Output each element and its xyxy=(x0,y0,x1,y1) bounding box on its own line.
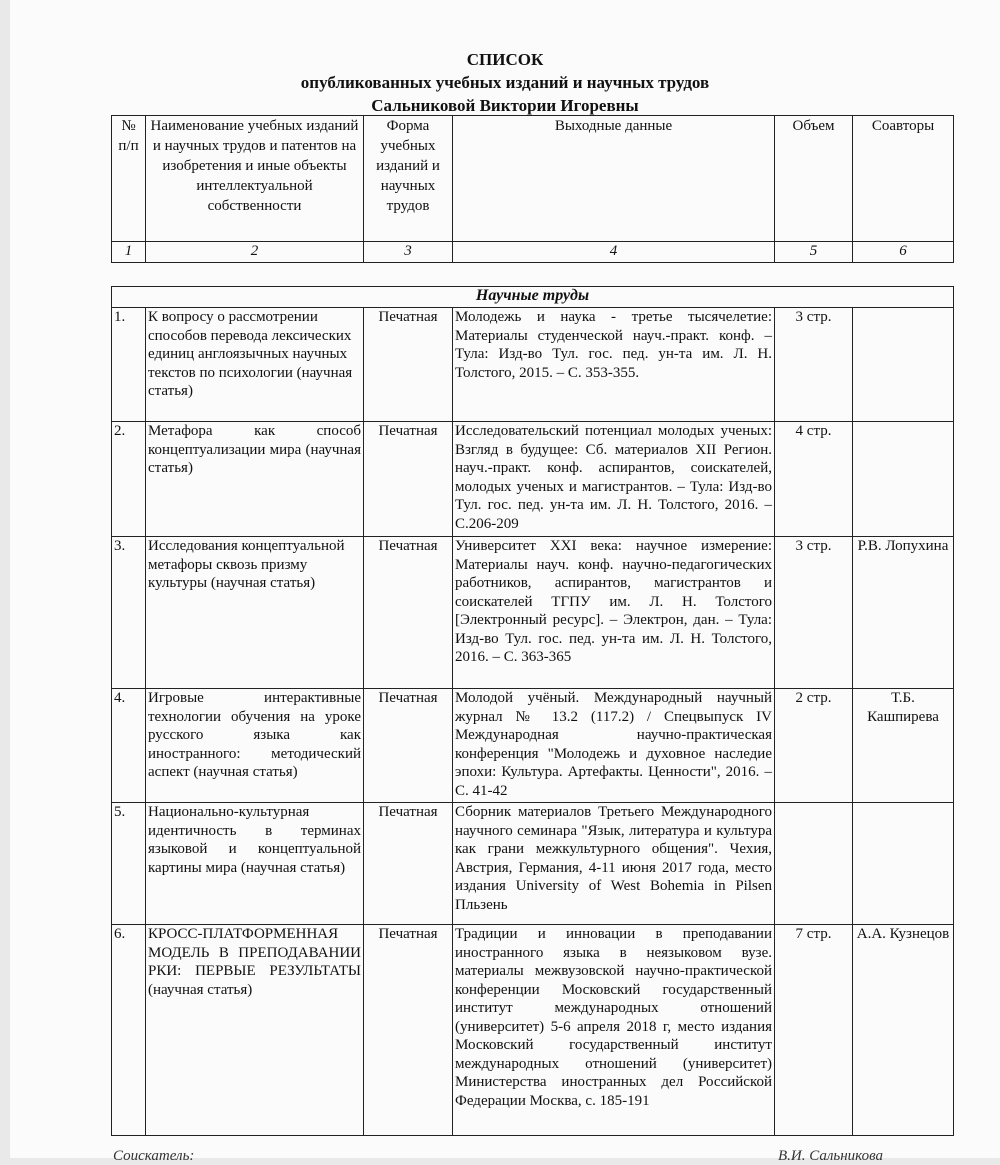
row-volume: 3 стр. xyxy=(775,537,853,689)
row-output: Молодежь и наука - третье тысячелетие: Материалы студенческой науч.-практ. конф. – Тула: Изд-во Тул. гос. пед. ун-та им. Л. Н. Толстого, 2015. – С. 353-355. xyxy=(453,308,775,422)
row-volume: 7 стр. xyxy=(775,925,853,1136)
section-row xyxy=(112,287,954,308)
column-number: 6 xyxy=(853,242,954,263)
row-form: Печатная xyxy=(364,308,453,422)
row-number: 4. xyxy=(112,689,146,803)
section-heading: Научные труды xyxy=(112,287,954,308)
doc-title: СПИСОК xyxy=(466,50,544,69)
row-title: Национально-культурная идентичность в терминах языковой и концептуальной картины мира (научная статья) xyxy=(146,803,364,925)
table-row xyxy=(112,422,954,537)
doc-subtitle: опубликованных учебных изданий и научных трудов xyxy=(300,73,710,92)
header-volume: Объем xyxy=(775,116,853,242)
row-volume: 4 стр. xyxy=(775,422,853,537)
column-number: 1 xyxy=(112,242,146,263)
row-coauthors xyxy=(853,803,954,925)
table-row xyxy=(112,689,954,803)
column-number: 5 xyxy=(775,242,853,263)
row-output: Исследовательский потенциал молодых ученых: Взгляд в будущее: Сб. материалов XII Регион. науч.-практ. конф. аспирантов, соискателей, молодых ученых и магистрантов. – Тула: Изд-во Тул. гос. пед. ун-та им. Л. Н. Толстого, 2016. – С.206-209 xyxy=(453,422,775,537)
row-title: Исследования концептуальной метафоры сквозь призму культуры (научная статья) xyxy=(146,537,364,689)
column-number: 4 xyxy=(453,242,775,263)
row-form: Печатная xyxy=(364,803,453,925)
header-title: Наименование учебных изданий и научных трудов и патентов на изобретения и иные объекты интеллектуальной собственности xyxy=(146,116,364,242)
doc-author: Сальниковой Виктории Игоревны xyxy=(371,96,639,115)
column-number: 3 xyxy=(364,242,453,263)
row-form: Печатная xyxy=(364,925,453,1136)
row-coauthors: А.А. Кузнецов xyxy=(853,925,954,1136)
row-title: Метафора как способ концептуализации мира (научная статья) xyxy=(146,422,364,537)
footer-signature-name: В.И. Сальникова xyxy=(778,1148,884,1164)
row-coauthors xyxy=(853,422,954,537)
row-number: 3. xyxy=(112,537,146,689)
row-output: Традиции и инновации в преподавании иностранного языка в неязыковом вузе. материалы межвузовской научно-практической конференции Московский государственный институт международных отношений (университет) 5-6 апреля 2018 г, место издания Московский государственный институт международных отношений (университет) Министерства иностранных дел Российской Федерации Москва, с. 185-191 xyxy=(453,925,775,1136)
document-page xyxy=(10,0,1000,1164)
header-form: Форма учебных изданий и научных трудов xyxy=(364,116,453,242)
row-title: К вопросу о рассмотрении способов перевода лексических единиц англоязычных научных текстов по психологии (научная статья) xyxy=(146,308,364,422)
header-number: № п/п xyxy=(112,116,146,242)
header-table xyxy=(111,115,954,263)
row-form: Печатная xyxy=(364,537,453,689)
row-coauthors: Р.В. Лопухина xyxy=(853,537,954,689)
row-title: КРОСС-ПЛАТФОРМЕННАЯ МОДЕЛЬ В ПРЕПОДАВАНИИ РКИ: ПЕРВЫЕ РЕЗУЛЬТАТЫ (научная статья) xyxy=(146,925,364,1136)
column-number-row xyxy=(112,242,954,263)
row-number: 1. xyxy=(112,308,146,422)
row-coauthors: Т.Б. Кашпирева xyxy=(853,689,954,803)
header-row xyxy=(112,116,954,242)
table-row xyxy=(112,803,954,925)
row-volume xyxy=(775,803,853,925)
row-number: 6. xyxy=(112,925,146,1136)
row-output: Молодой учёный. Международный научный журнал № 13.2 (117.2) / Спецвыпуск IV Международная научно-практическая конференция "Молодежь и духовное наследие эпохи: Культура. Артефакты. Ценности", 2016. – С. 41-42 xyxy=(453,689,775,803)
footer-applicant-label: Соискатель: xyxy=(113,1148,195,1164)
row-number: 2. xyxy=(112,422,146,537)
column-number: 2 xyxy=(146,242,364,263)
header-coauthors: Соавторы xyxy=(853,116,954,242)
table-row xyxy=(112,537,954,689)
row-form: Печатная xyxy=(364,689,453,803)
works-table xyxy=(111,286,954,1136)
table-row xyxy=(112,925,954,1136)
row-output: Сборник материалов Третьего Международного научного семинара "Язык, литература и культура как грани межкультурного общения". Чехия, Австрия, Германия, 4-11 июня 2017 года, место издания University of West Bohemia in Pilsen Пльзень xyxy=(453,803,775,925)
row-number: 5. xyxy=(112,803,146,925)
row-volume: 3 стр. xyxy=(775,308,853,422)
row-volume: 2 стр. xyxy=(775,689,853,803)
row-title: Игровые интерактивные технологии обучения на уроке русского языка как иностранного: методический аспект (научная статья) xyxy=(146,689,364,803)
header-output: Выходные данные xyxy=(453,116,775,242)
row-coauthors xyxy=(853,308,954,422)
table-row xyxy=(112,308,954,422)
row-output: Университет XXI века: научное измерение: Материалы науч. конф. научно-педагогических работников, аспирантов, магистрантов и соискателей ТГПУ им. Л. Н. Толстого [Электронный ресурс]. – Электрон, дан. – Тула: Изд-во Тул. гос. пед. ун-та им. Л. Н. Толстого, 2016. – С. 363-365 xyxy=(453,537,775,689)
row-form: Печатная xyxy=(364,422,453,537)
